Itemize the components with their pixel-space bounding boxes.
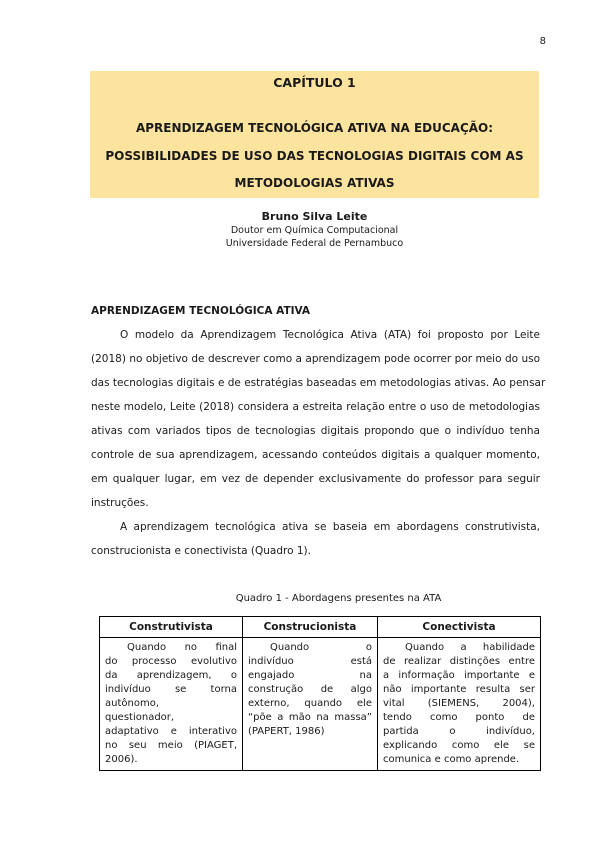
cell-line: de realizar distinções entre [383, 656, 535, 667]
table-caption: Quadro 1 - Abordagens presentes na ATA [235, 593, 442, 604]
author-degree: Doutor em Química Computacional [230, 225, 399, 236]
chapter-title-line: APRENDIZAGEM TECNOLÓGICA ATIVA NA EDUCAÇÃO: [135, 121, 494, 135]
paragraph-line: A aprendizagem tecnológica ativa se baseia em abordagens construtivista, [120, 521, 540, 533]
cell-line: construção de algo [248, 684, 372, 695]
paragraph-line: neste modelo, Leite (2018) considera a estreita relação entre o uso de metodologias [91, 401, 540, 413]
cell-line: tendo como ponto de [383, 712, 535, 723]
column-header-constructionist: Construcionista [243, 617, 378, 638]
cell-line: a informação importante e [383, 670, 535, 681]
cell-line: “põe a mão na massa” [248, 712, 372, 723]
paragraph-line: (2018) no objetivo de descrever como a aprendizagem pode ocorrer por meio do uso [91, 353, 540, 365]
cell-line: partida o indivíduo, [383, 726, 535, 737]
column-header-constructivist: Construtivista [100, 617, 243, 638]
approaches-table [99, 616, 541, 771]
cell-line: vital (SIEMENS, 2004), [383, 698, 535, 709]
cell-line: engajado na [248, 670, 372, 681]
paragraph-line: ativas com variados tipos de tecnologias digitais propondo que o indivíduo tenha [91, 425, 540, 437]
paragraph-line: construcionista e conectivista (Quadro 1). [91, 545, 311, 557]
author-institution: Universidade Federal de Pernambuco [225, 238, 404, 249]
table-header-row [100, 617, 541, 638]
cell-constructivist [100, 638, 243, 771]
column-header-connectivist: Conectivista [378, 617, 541, 638]
paragraph-line: O modelo da Aprendizagem Tecnológica Ativa (ATA) foi proposto por Leite [120, 329, 540, 341]
cell-line: questionador, [105, 712, 175, 723]
table-row [100, 638, 541, 771]
cell-line: (PAPERT, 1986) [248, 726, 325, 737]
cell-line: 2006). [105, 754, 138, 765]
author-block [90, 210, 539, 250]
cell-line: indivíduo está [248, 656, 372, 667]
cell-line: explicando como ele se [383, 740, 535, 751]
paragraph-line: das tecnologias digitais e de estratégias baseadas em metodologias ativas. Ao pensar [91, 377, 546, 389]
paragraph-line: instruções. [91, 497, 149, 509]
cell-connectivist [378, 638, 541, 771]
chapter-title-box [90, 71, 539, 198]
cell-line: do processo evolutivo [105, 656, 237, 667]
chapter-title-line: POSSIBILIDADES DE USO DAS TECNOLOGIAS DIGITAIS COM AS [105, 149, 524, 163]
chapter-label: CAPÍTULO 1 [273, 75, 356, 90]
cell-line: não importante resulta ser [383, 684, 535, 695]
cell-line: Quando no final [127, 642, 237, 653]
cell-line: Quando o [270, 642, 372, 653]
cell-line: adaptativo e interativo [105, 726, 237, 737]
author-name: Bruno Silva Leite [261, 210, 368, 223]
chapter-title-line: METODOLOGIAS ATIVAS [234, 176, 395, 190]
cell-line: Quando a habilidade [405, 642, 535, 653]
page-number: 8 [539, 36, 546, 47]
cell-line: no seu meio (PIAGET, [105, 740, 237, 751]
paragraph-line: em qualquer lugar, em vez de depender exclusivamente do professor para seguir [91, 473, 540, 485]
cell-line: indivíduo se torna [105, 684, 237, 695]
cell-line: da aprendizagem, o [105, 670, 237, 681]
cell-line: comunica e como aprende. [383, 754, 520, 765]
cell-line: externo, quando ele [248, 698, 372, 709]
section-heading: APRENDIZAGEM TECNOLÓGICA ATIVA [91, 305, 311, 317]
paragraph-line: controle de sua aprendizagem, acessando conteúdos digitais a qualquer momento, [91, 449, 540, 461]
cell-line: autônomo, [105, 698, 159, 709]
cell-constructionist [243, 638, 378, 771]
